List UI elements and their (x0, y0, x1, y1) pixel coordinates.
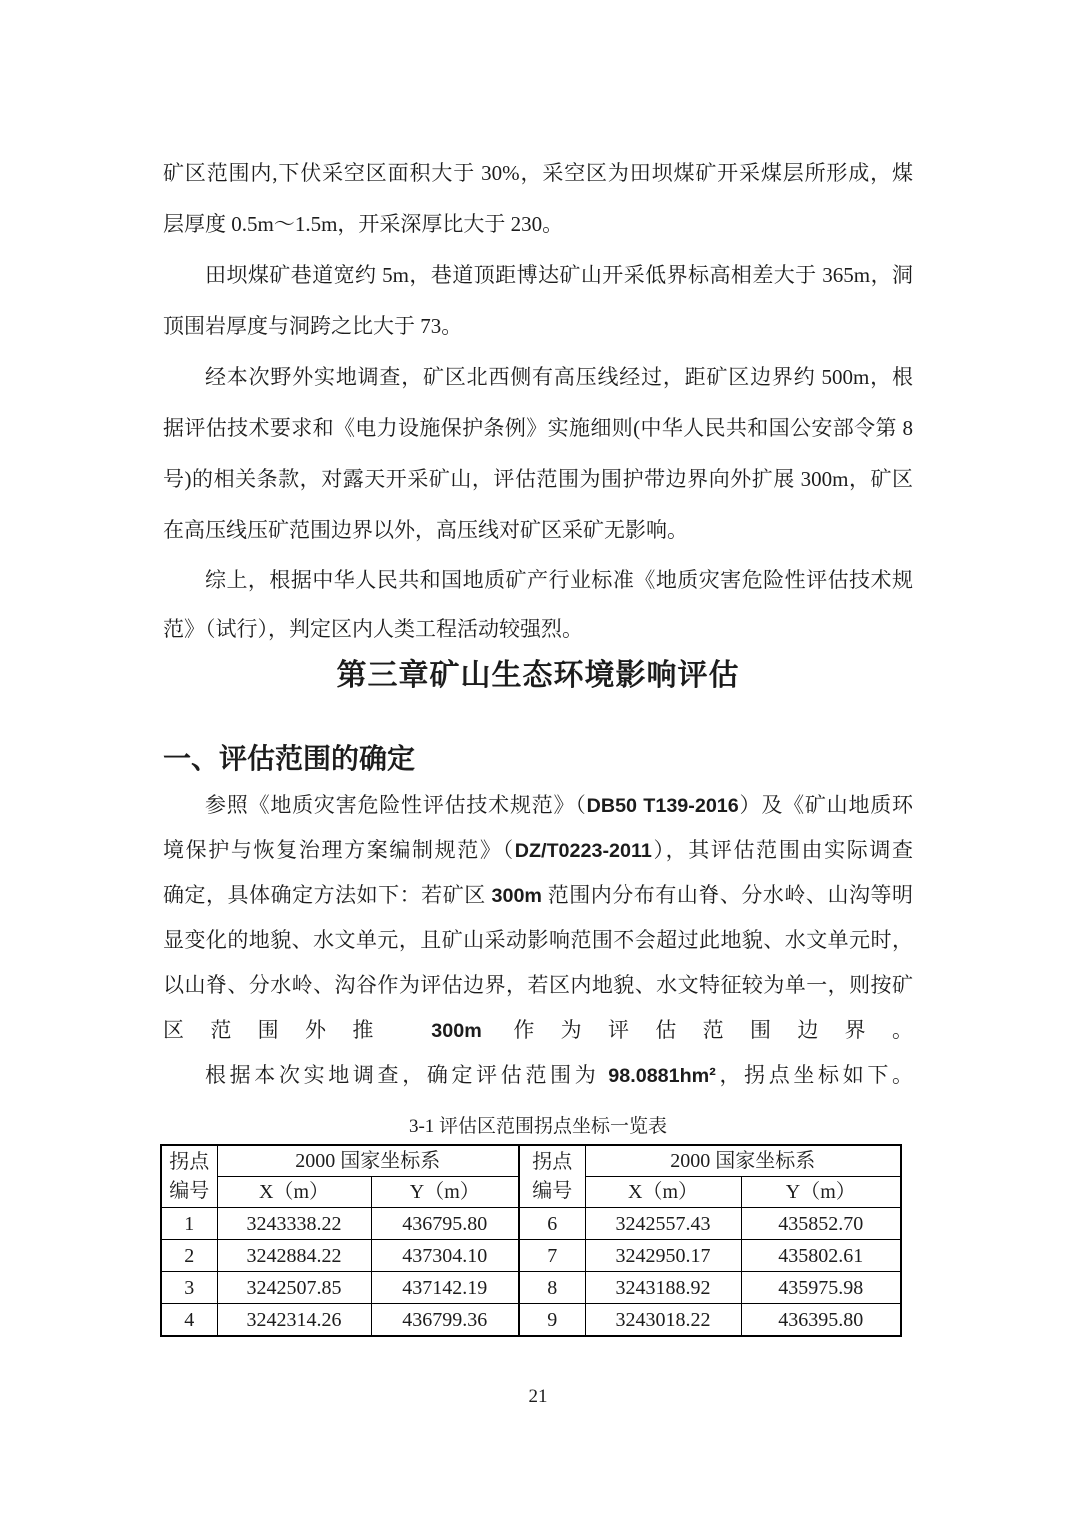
body-line: 在高压线压矿范围边界以外，高压线对矿区采矿无影响。 (163, 518, 688, 542)
y-value-cell: 436395.80 (741, 1304, 901, 1337)
y-value-cell: 435802.61 (741, 1240, 901, 1272)
body-line: 顶围岩厚度与洞跨之比大于 73。 (163, 314, 463, 338)
body-section (163, 148, 913, 654)
x-value-cell: 3243188.92 (585, 1272, 741, 1304)
coordinate-system-header: 2000 国家坐标系 (217, 1145, 519, 1177)
body-line: 综上，根据中华人民共和国地质矿产行业标准《地质灾害危险性评估技术规 (205, 568, 913, 592)
y-value-cell: 435852.70 (741, 1208, 901, 1240)
page-content (163, 148, 913, 1337)
corner-header-line: 编号 (532, 1179, 573, 1202)
y-value-cell: 437304.10 (371, 1240, 519, 1272)
x-value-cell: 3242950.17 (585, 1240, 741, 1272)
body-line: 层厚度 0.5m～1.5m，开采深厚比大于 230。 (163, 212, 564, 236)
body-line: 据评估技术要求和《电力设施保护条例》实施细则(中华人民共和国公安部令第 8 (163, 416, 913, 440)
y-value-cell: 436799.36 (371, 1304, 519, 1337)
body-line: 以山脊、分水岭、沟谷作为评估边界，若区内地貌、水文特征较为单一，则按矿 (163, 973, 913, 997)
body-line: 确定，具体确定方法如下：若矿区 300m 范围内分布有山脊、分水岭、山沟等明 (163, 883, 913, 907)
x-column-header: X（m） (217, 1177, 371, 1208)
x-value-cell: 3242314.26 (217, 1304, 371, 1337)
body-line: 显变化的地貌、水文单元，且矿山采动影响范围不会超过此地貌、水文单元时， (163, 928, 913, 952)
paragraph (163, 556, 913, 654)
coordinate-system-header: 2000 国家坐标系 (585, 1145, 901, 1177)
x-value-cell: 3243338.22 (217, 1208, 371, 1240)
x-value-cell: 3242557.43 (585, 1208, 741, 1240)
chapter-heading: 第三章矿山生态环境影响评估 (336, 659, 740, 692)
x-value-cell: 3243018.22 (585, 1304, 741, 1337)
y-column-header: Y（m） (371, 1177, 519, 1208)
point-id-cell: 6 (519, 1208, 585, 1240)
table-caption: 3-1 评估区范围拐点坐标一览表 (408, 1116, 668, 1137)
paragraph (163, 1053, 913, 1098)
x-value-cell: 3242884.22 (217, 1240, 371, 1272)
paragraph (163, 148, 913, 250)
table-header-row (161, 1145, 901, 1177)
paragraph (163, 783, 913, 1053)
point-id-cell: 8 (519, 1272, 585, 1304)
body-line: 田坝煤矿巷道宽约 5m，巷道顶距博达矿山开采低界标高相差大于 365m，洞 (205, 263, 913, 287)
table-row (161, 1240, 901, 1272)
x-column-header: X（m） (585, 1177, 741, 1208)
table-row (161, 1304, 901, 1337)
point-id-cell: 4 (161, 1304, 217, 1337)
body-line: 区范围外推 300m 作为评估范围边界。 (163, 1018, 914, 1042)
section-heading: 一、评估范围的确定 (163, 744, 416, 775)
table-row (161, 1272, 901, 1304)
body-line: 根据本次实地调查，确定评估范围为 98.0881hm²，拐点坐标如下。 (205, 1063, 914, 1087)
turning-point-coordinates-table (160, 1144, 902, 1337)
point-id-cell: 3 (161, 1272, 217, 1304)
section-body (163, 783, 913, 1098)
table-corner-header (519, 1145, 585, 1208)
page-number: 21 (528, 1386, 548, 1407)
body-line: 号)的相关条款，对露天开采矿山，评估范围为围护带边界向外扩展 300m，矿区 (163, 467, 913, 491)
table-corner-header (161, 1145, 217, 1208)
body-line: 参照《地质灾害危险性评估技术规范》（DB50 T139-2016）及《矿山地质环 (205, 793, 914, 817)
body-line: 经本次野外实地调查，矿区北西侧有高压线经过，距矿区边界约 500m，根 (205, 365, 913, 389)
y-value-cell: 435975.98 (741, 1272, 901, 1304)
corner-header-line: 编号 (169, 1179, 210, 1202)
body-line: 境保护与恢复治理方案编制规范》（DZ/T0223-2011），其评估范围由实际调查 (163, 838, 914, 862)
paragraph (163, 250, 913, 352)
corner-header-line: 拐点 (532, 1150, 573, 1173)
y-column-header: Y（m） (741, 1177, 901, 1208)
corner-header-line: 拐点 (169, 1150, 210, 1173)
body-line: 范》（试行），判定区内人类工程活动较强烈。 (163, 617, 583, 641)
table-row (161, 1208, 901, 1240)
point-id-cell: 1 (161, 1208, 217, 1240)
point-id-cell: 2 (161, 1240, 217, 1272)
point-id-cell: 7 (519, 1240, 585, 1272)
point-id-cell: 9 (519, 1304, 585, 1337)
body-line: 矿区范围内,下伏采空区面积大于 30%，采空区为田坝煤矿开采煤层所形成，煤 (163, 161, 913, 185)
paragraph (163, 352, 913, 556)
y-value-cell: 437142.19 (371, 1272, 519, 1304)
y-value-cell: 436795.80 (371, 1208, 519, 1240)
x-value-cell: 3242507.85 (217, 1272, 371, 1304)
